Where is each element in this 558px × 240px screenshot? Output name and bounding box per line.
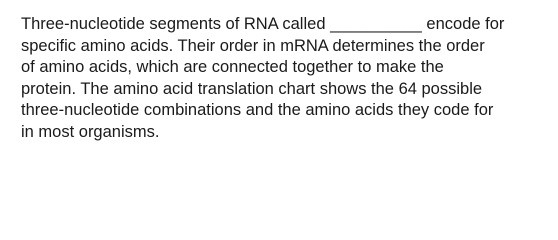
question-text — [21, 14, 553, 143]
question-line: Three-nucleotide segments of RNA called __________ encode for — [21, 15, 505, 33]
question-line: in most organisms. — [21, 122, 160, 141]
question-line: protein. The amino acid translation chart shows the 64 possible — [21, 79, 483, 98]
question-line: three-nucleotide combinations and the amino acids they code for — [21, 101, 494, 119]
question-line: specific amino acids. Their order in mRNA determines the order — [21, 36, 485, 55]
question-line: of amino acids, which are connected together to make the — [21, 58, 444, 76]
